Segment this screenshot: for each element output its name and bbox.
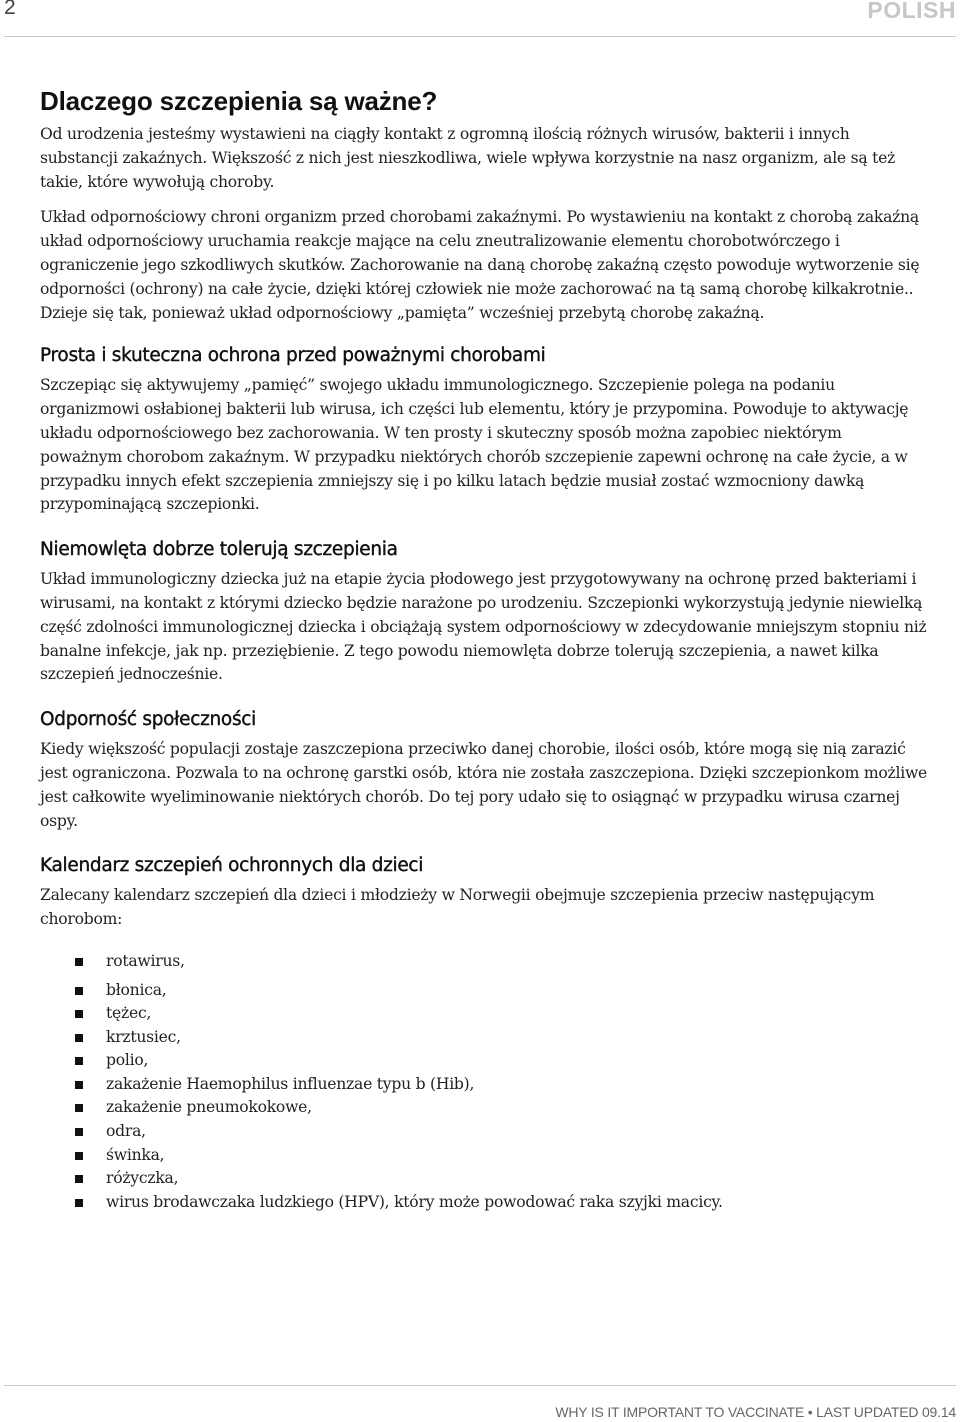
square-bullet-icon	[75, 1034, 83, 1042]
square-bullet-icon	[75, 1010, 83, 1018]
list-item: zakażenie Haemophilus influenzae typu b (Hib),	[70, 1073, 928, 1097]
section-text-herd-immunity: Kiedy większość populacji zostaje zaszczepiona przeciwko danej chorobie, ilości osób, które mogą się nią zarazić jest ograniczona. Pozwala to na ochronę garstki osób, która nie została zaszczepiona. Dzięki szczepionkom możliwe jest całkowite wyeliminowanie niektórych chorób. Do tej pory udało się to osiągnąć w przypadku wirusa czarnej ospy.	[40, 740, 928, 830]
section-text-infants: Układ immunologiczny dziecka już na etapie życia płodowego jest przygotowywany na ochronę przed bakteriami i wirusami, na kontakt z którymi dziecko będzie narażone po urodzeniu. Szczepionki wykorzystują jedynie niewielką część zdolności immunologicznej dziecka i obciążają system odpornościowy w zdecydowanie mniejszym stopniu niż banalne infekcje, jak np. przeziębienie. Z tego powodu niemowlęta dobrze tolerują szczepienia, a nawet kilka szczepień jednocześnie.	[40, 570, 927, 684]
list-item: świnka,	[70, 1144, 928, 1168]
list-item: różyczka,	[70, 1167, 928, 1191]
list-item: błonica,	[70, 979, 928, 1003]
section-heading-protection: Prosta i skuteczna ochrona przed poważnymi chorobami	[40, 345, 546, 367]
list-item: krztusiec,	[70, 1026, 928, 1050]
footer-text: WHY IS IT IMPORTANT TO VACCINATE • LAST UPDATED 09.14	[555, 1404, 956, 1420]
square-bullet-icon	[75, 1152, 83, 1160]
intro-paragraph-1: Od urodzenia jesteśmy wystawieni na ciągły kontakt z ogromną ilością różnych wirusów, bakterii i innych substancji zakaźnych. Większość z nich jest nieszkodliwa, wiele wpływa korzystnie na nasz organizm, ale są też takie, które wywołują choroby.	[40, 125, 896, 191]
section-heading-schedule: Kalendarz szczepień ochronnych dla dzieci	[40, 855, 424, 877]
square-bullet-icon	[75, 1175, 83, 1183]
list-item: odra,	[70, 1120, 928, 1144]
page-number: 2	[4, 0, 16, 19]
disease-list	[70, 950, 928, 1215]
square-bullet-icon	[75, 1199, 83, 1207]
footer-divider	[4, 1385, 956, 1386]
square-bullet-icon	[75, 987, 83, 995]
square-bullet-icon	[75, 1104, 83, 1112]
square-bullet-icon	[75, 1081, 83, 1089]
page-title: Dlaczego szczepienia są ważne?	[40, 86, 438, 116]
intro-paragraph-2: Układ odpornościowy chroni organizm przed chorobami zakaźnymi. Po wystawieniu na kontakt z chorobą zakaźną układ odpornościowy uruchamia reakcje mające na celu zneutralizowanie elementu chorobotwórczego i ograniczenie jego szkodliwych skutków. Zachorowanie na daną chorobę zakaźną często powoduje wytworzenie się odporności (ochrony) na całe życie, dzięki której człowiek nie może zachorować na tą samą chorobę kilkakrotnie.. Dzieje się tak, ponieważ układ odpornościowy „pamięta” wcześniej przebytą chorobę zakaźną.	[40, 208, 920, 322]
list-item: zakażenie pneumokokowe,	[70, 1096, 928, 1120]
section-heading-infants: Niemowlęta dobrze tolerują szczepienia	[40, 539, 398, 561]
header-divider	[4, 36, 956, 37]
document-body	[40, 86, 928, 1214]
square-bullet-icon	[75, 1057, 83, 1065]
list-item: tężec,	[70, 1002, 928, 1026]
section-heading-herd-immunity: Odporność społeczności	[40, 709, 256, 731]
list-item: polio,	[70, 1049, 928, 1073]
section-text-protection: Szczepiąc się aktywujemy „pamięć” swojego układu immunologicznego. Szczepienie polega na podaniu organizmowi osłabionej bakterii lub wirusa, ich części lub elementu, który je przypomina. Powoduje to aktywację układu odpornościowego bez zachorowania. W ten prosty i skuteczny sposób można zapobiec niektórym poważnym chorobom zakaźnym. W przypadku niektórych chorób szczepienie zapewni ochronę na całe życie, a w przypadku innych efekt szczepienia zmniejszy się i po kilku latach będzie musiał zostać wzmocniony dawką przypominającą szczepionki.	[40, 376, 909, 514]
section-text-schedule: Zalecany kalendarz szczepień dla dzieci i młodzieży w Norwegii obejmuje szczepienia przeciw następującym chorobom:	[40, 886, 875, 929]
square-bullet-icon	[75, 958, 83, 966]
language-label: POLISH	[867, 0, 956, 23]
list-item: wirus brodawczaka ludzkiego (HPV), który może powodować raka szyjki macicy.	[70, 1191, 928, 1215]
square-bullet-icon	[75, 1128, 83, 1136]
list-item: rotawirus,	[70, 950, 928, 974]
